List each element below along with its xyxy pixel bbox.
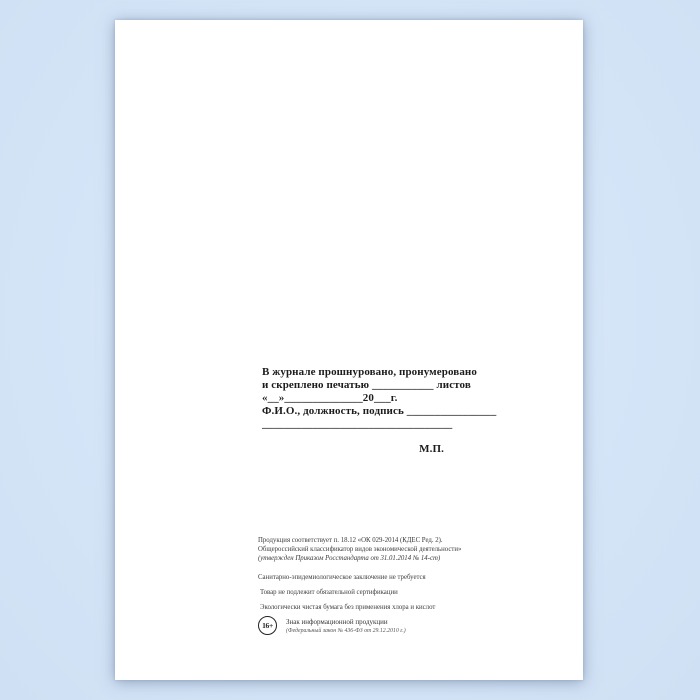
binding-line-5-signature-blank: __________________________________	[262, 418, 453, 430]
age-rating-label: Знак информационной продукции	[286, 618, 388, 626]
binding-certification-block	[262, 366, 497, 456]
standard-compliance-line-3: (утвержден Приказом Росстандарта от 31.01.2014 № 14-ст)	[258, 555, 441, 562]
claim-ecology: Экологически чистая бумага без применения хлора и кислот	[260, 604, 436, 611]
binding-line-4-name-position: Ф.И.О., должность, подпись ________________	[262, 405, 497, 417]
age-rating-row	[258, 615, 488, 635]
age-rating-law-reference: (Федеральный закон № 436-ФЗ от 29.12.2010 г.)	[286, 628, 406, 634]
binding-line-3-date-blank: «__»______________20___г.	[262, 392, 398, 404]
binding-line-1: В журнале прошнуровано, пронумеровано	[262, 366, 477, 378]
product-info-block	[258, 536, 488, 635]
journal-back-page	[115, 20, 583, 680]
age-rating-16-badge-icon: 16+	[258, 616, 277, 635]
claim-certification: Товар не подлежит обязательной сертификации	[260, 589, 398, 596]
claim-sanitary: Санитарно-эпидемиологическое заключение не требуется	[258, 574, 426, 581]
age-rating-text	[286, 615, 406, 635]
standard-compliance-line-1: Продукция соответствует п. 18.12 «ОК 029-2014 (КДЕС Ред. 2).	[258, 537, 443, 544]
standard-compliance-line-2: Общероссийский классификатор видов экономической деятельности»	[258, 546, 462, 553]
binding-line-2: и скреплено печатью ___________ листов	[262, 379, 471, 391]
stamp-placeholder: М.П.	[419, 443, 444, 455]
